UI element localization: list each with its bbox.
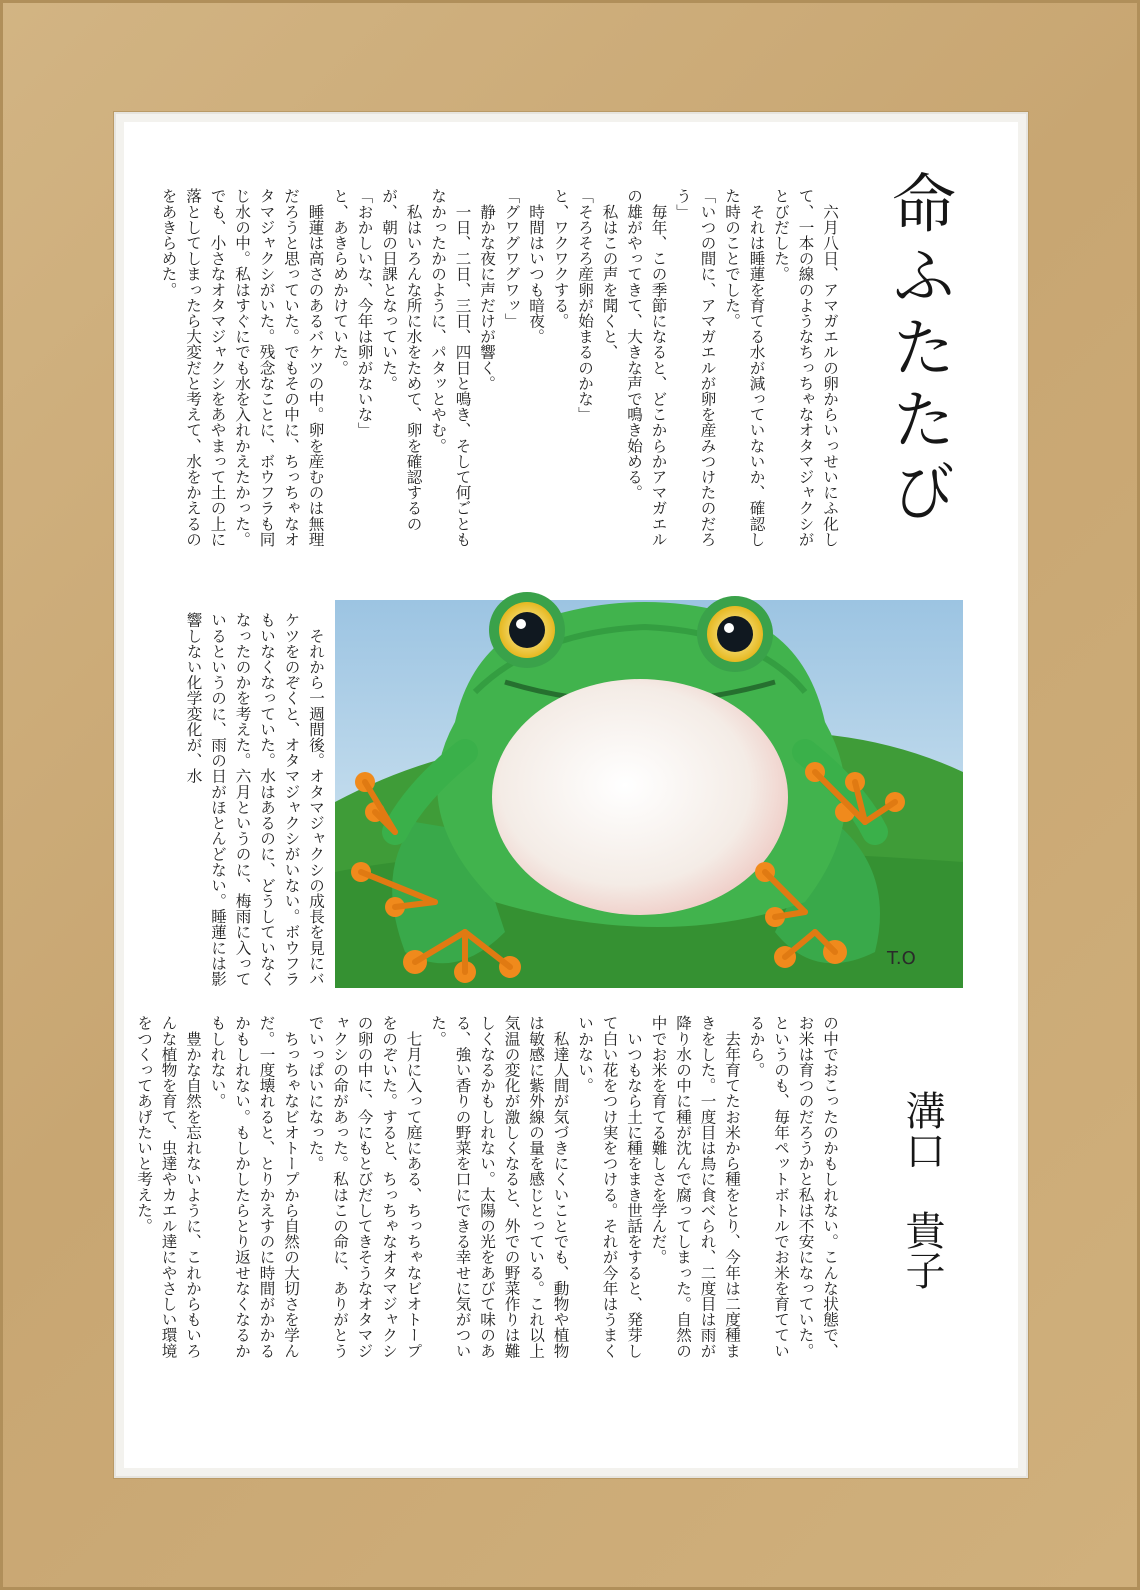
essay-text-lower: の中でおこったのかもしれない。こんな状態で、お米は育つのだろうかと私は不安になっていた。というのも、毎年ペットボトルでお米を育てているから。 去年育てたお米から種をとり、今年は二度種まきをした。一度目は鳥に食べられ、二度目は雨が降り水の中に種が沈んで腐ってしまった。自然の中でお米を育てる難しさを学んだ。 いつもなら土に種をまき世話をすると、発芽して白い花をつけ実をつける。それが今年はうまくいかない。 私達人間が気づきにくいことでも、動物や植物は敏感に紫外線の量を感じとっている。これ以上気温の変化が激しくなると、外での野菜作りは難しくなるかもしれない。太陽の光をあびて味のある、強い香りの野菜を口にできる幸せに気がついた。 七月に入って庭にある、ちっちゃなビオトープをのぞいた。すると、ちっちゃなオタマジャクシの卵の中に、今にもとびだしてきそうなオタマジャクシの命があった。私はこの命に、ありがとうでいっぱいになった。 ちっちゃなビオトープから自然の大切さを学んだ。一度壊れると、とりかえすのに時間がかかるかもしれない。もしかしたらとり返せなくなるかもしれない。 豊かな自然を忘れないように、これからもいろんな植物を育て、虫達やカエル達にやさしい環境をつくってあげたいと考えた。 [135, 1015, 839, 1359]
essay-text-middle: それから一週間後。オタマジャクシの成長を見にバケツをのぞくと、オタマジャクシがいない。ボウフラもいなくなっていた。水はあるのに、どうしていなくなったのかを考えた。六月というのに、梅雨に入っているというのに、雨の日がほとんどない。睡蓮には影響しない化学変化が、水 [184, 612, 325, 987]
essay-text-upper: 六月八日、アマガエルの卵からいっせいにふ化して、一本の線のようなちっちゃなオタマジャクシがとびだした。 それは睡蓮を育てる水が減っていないか、確認した時のことでした。 「いつの間に、アマガエルが卵を産みつけたのだろう」 毎年、この季節になると、どこからかアマガエルの雄がやってきて、大きな声で鳴き始める。 私はこの声を聞くと、 「そろそろ産卵が始まるのかな」 と、ワクワクする。 時間はいつも暗夜。 「グワグワグワッ」 静かな夜に声だけが響く。 一日、二日、三日、四日と鳴き、そして何ごともなかったかのように、パタッとやむ。 私はいろんな所に水をためて、卵を確認するのが、朝の日課となっていた。 「おかしいな、今年は卵がないな」 と、あきらめかけていた。 睡蓮は高さのあるバケツの中。卵を産むのは無理だろうと思っていた。でもその中に、ちっちゃなオタマジャクシがいた。残念なことに、ボウフラも同じ水の中。私はすぐにでも水を入れかえたかった。でも、小さなオタマジャクシをあやまって土の上に落としてしまったら大変だと考えて、水をかえるのをあきらめた。 [159, 188, 839, 547]
author-name: 溝口 貴子 [899, 1090, 945, 1290]
frog-illustration [335, 572, 963, 988]
artist-signature: T.O [887, 948, 916, 969]
essay-title: 命ふたたび [881, 170, 955, 530]
